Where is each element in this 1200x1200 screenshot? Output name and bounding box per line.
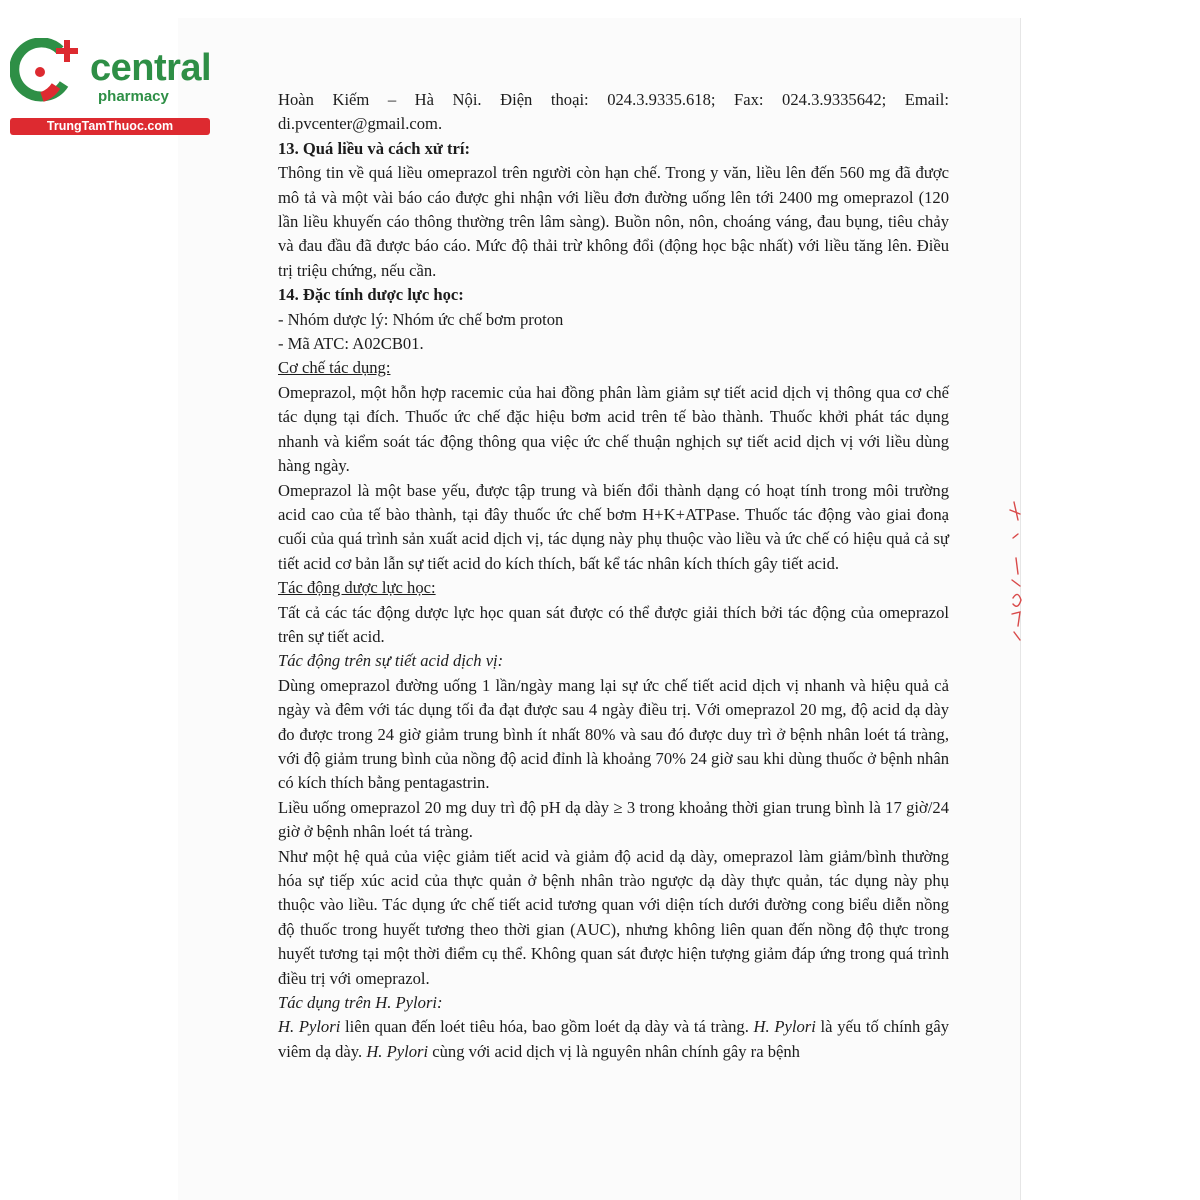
margin-stamp-marks	[1000, 498, 1030, 648]
contact-paragraph: Hoàn Kiếm – Hà Nội. Điện thoại: 024.3.9335.618; Fax: 024.3.9335642; Email: di.pvcenter@gmail.com.	[278, 90, 949, 134]
pharmacologic-group: - Nhóm dược lý: Nhóm ức chế bơm proton	[278, 309, 564, 329]
acid-secretion-paragraph-2: Liều uống omeprazol 20 mg duy trì độ pH dạ dày ≥ 3 trong khoảng thời gian trung bình là 17 giờ/24 giờ ở bệnh nhân loét tá tràng.	[278, 797, 949, 842]
h-pylori-text: cùng với acid dịch vị là nguyên nhân chính gây ra bệnh	[428, 1041, 800, 1061]
logo-url-badge[interactable]: TrungTamThuoc.com	[10, 118, 210, 135]
h-pylori-paragraph	[278, 1015, 949, 1064]
overdose-paragraph: Thông tin về quá liều omeprazol trên người còn hạn chế. Trong y văn, liều lên đến 560 mg đã được mô tả và một vài báo cáo được ghi nhận với liều đơn đường uống lên tới 2400 mg omeprazol (120 lần liều khuyến cáo thông thường trên lâm sàng). Buồn nôn, nôn, choáng váng, đau bụng, tiêu chảy và đau đầu đã được báo cáo. Mức độ thải trừ không đổi (động học bậc nhất) với liều tăng lên. Điều trị triệu chứng, nếu cần.	[278, 163, 949, 280]
h-pylori-text: liên quan đến loét tiêu hóa, bao gồm loét dạ dày và tá tràng.	[340, 1017, 754, 1037]
acid-secretion-paragraph-1: Dùng omeprazol đường uống 1 lần/ngày mang lại sự ức chế tiết acid dịch vị nhanh và hiệu quả cả ngày và đêm với tác dụng tối đa đạt được sau 4 ngày điều trị. Với omeprazol 20 mg, độ acid dạ dày đo được trong 24 giờ giảm trung bình ít nhất 80% và sau đó được duy trì ở bệnh nhân loét tá tràng, với độ giảm trung bình của nồng độ acid đỉnh là khoảng 70% 24 giờ sau khi dùng thuốc ở bệnh nhân có kích thích bằng pentagastrin.	[278, 675, 949, 793]
section-14-heading: 14. Đặc tính dược lực học:	[278, 285, 464, 305]
section-13-heading: 13. Quá liều và cách xử trí:	[278, 138, 471, 158]
mechanism-paragraph-1: Omeprazol, một hỗn hợp racemic của hai đồng phân làm giảm sự tiết acid dịch vị thông qua cơ chế tác dụng tại đích. Thuốc ức chế đặc hiệu bơm acid trên tế bào thành. Thuốc khởi phát tác dụng nhanh và kiểm soát tác động thông qua việc ức chế thuận nghịch sự tiết acid dịch vị với liều dùng hàng ngày.	[278, 382, 949, 476]
h-pylori-subheading: Tác dụng trên H. Pylori:	[278, 993, 443, 1013]
pharmacodynamics-paragraph: Tất cả các tác động dược lực học quan sát được có thể được giải thích bởi tác động của omeprazol trên sự tiết acid.	[278, 602, 949, 646]
h-pylori-term: H. Pylori	[753, 1017, 816, 1037]
acid-secretion-subheading: Tác động trên sự tiết acid dịch vị:	[278, 651, 504, 671]
acid-secretion-paragraph-3: Như một hệ quả của việc giảm tiết acid và giảm độ acid dạ dày, omeprazol làm giảm/bình thường hóa sự tiếp xúc acid của thực quản ở bệnh nhân trào ngược dạ dày thực quản, tác dụng này phụ thuộc vào liều. Tác dụng ức chế tiết acid tương quan với diện tích dưới đường cong biểu diễn nồng độ thuốc trong huyết tương theo thời gian (AUC), nhưng không liên quan đến nồng độ thực trong huyết tương tại một thời điểm cụ thể. Không quan sát được hiện tượng giảm đáp ứng trong quá trình điều trị với omeprazol.	[278, 846, 949, 988]
central-pharmacy-logo	[10, 38, 215, 138]
document-body	[278, 88, 949, 1064]
mechanism-subheading: Cơ chế tác dụng:	[278, 358, 391, 378]
pharmacy-cross-icon	[10, 38, 88, 104]
pharmacodynamics-subheading: Tác động dược lực học:	[278, 578, 436, 598]
logo-subtitle: pharmacy	[98, 88, 169, 105]
atc-code: - Mã ATC: A02CB01.	[278, 334, 424, 354]
h-pylori-text: là yếu tố chính gây viêm dạ dày.	[278, 1017, 949, 1061]
h-pylori-term: H. Pylori	[278, 1017, 341, 1037]
mechanism-paragraph-2: Omeprazol là một base yếu, được tập trung và biến đổi thành dạng có hoạt tính trong môi trường acid cao của tế bào thành, tại đây thuốc ức chế bơm H+K+ATPase. Thuốc tác động vào giai đonạ cuối của quá trình sản xuất acid dịch vị, tác dụng này phụ thuộc vào liều và ức chế có hiệu quả cả sự tiết acid cơ bản lẫn sự tiết acid do kích thích, bất kể tác nhân kích thích gây tiết acid.	[278, 480, 949, 573]
h-pylori-term: H. Pylori	[366, 1041, 429, 1061]
logo-brand: central	[90, 47, 212, 89]
